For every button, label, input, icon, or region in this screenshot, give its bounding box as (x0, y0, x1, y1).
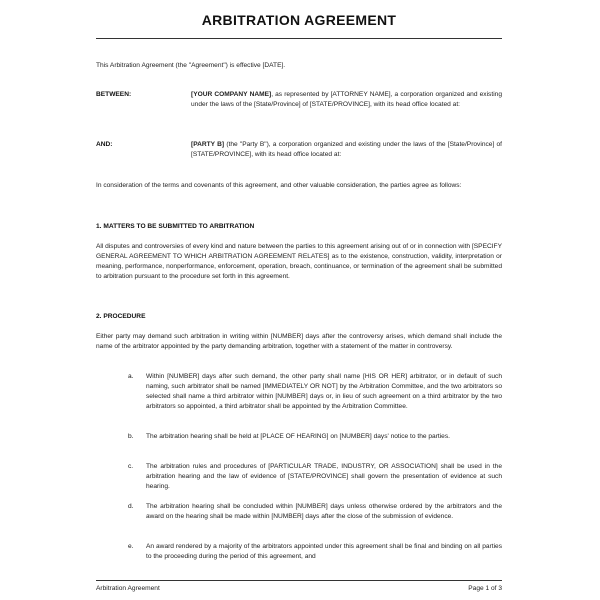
between-paragraph (191, 90, 502, 110)
list-item-marker: b. (128, 433, 134, 440)
list-item-marker: e. (128, 543, 134, 550)
list-item: Within [NUMBER] days after such demand, the other party shall name [HIS OR HER] arbitrator, or in default of such naming, such arbitrator shall be named [IMMEDIATELY OR NOT] by the Arbitration Committee, and the two arbitrators so selected shall name a third arbitrator within [NUMBER] days or, in lieu of such agreement on a third arbitrator by the two arbitrators so appointed, a third arbitrator shall be appointed by the Arbitration Committee. (146, 373, 502, 410)
list-item: The arbitration hearing shall be held at [PLACE OF HEARING] on [NUMBER] days' notice to the parties. (146, 433, 450, 440)
list-item: The arbitration hearing shall be concluded within [NUMBER] days unless otherwise ordered by the arbitrators and the award on the hearing shall be made within [NUMBER] days after the close of the submission of evidence. (146, 503, 502, 520)
list-item-marker: c. (128, 463, 134, 470)
list-item: The arbitration rules and procedures of [PARTICULAR TRADE, INDUSTRY, OR ASSOCIATION] shall be used in the arbitration hearing and the law of evidence of [STATE/PROVINCE] shall govern the presentation of evidence at such hearing. (146, 463, 502, 490)
footer-page-number: Page 1 of 3 (468, 585, 502, 592)
intro-paragraph: This Arbitration Agreement (the "Agreement") is effective [DATE]. (96, 62, 286, 69)
document-title: ARBITRATION AGREEMENT (201, 12, 397, 28)
and-party-name: [PARTY B] (191, 141, 225, 148)
and-party-description: (the "Party B"), a corporation organized and existing under the laws of the [State/Province] of [STATE/PROVINCE], with its head office located at: (191, 141, 502, 158)
footer-document-name: Arbitration Agreement (96, 585, 160, 592)
title-divider (96, 38, 502, 39)
between-party-description: , as represented by [ATTORNEY NAME], a corporation organized and existing under the laws of the [State/Province] of [STATE/PROVINCE], with its head office located at: (191, 91, 502, 108)
consideration-paragraph: In consideration of the terms and covenants of this agreement, and other valuable consideration, the parties agree as follows: (96, 182, 462, 189)
list-item-marker: a. (128, 373, 134, 380)
list-item-marker: d. (128, 503, 134, 510)
section-1-heading: 1. MATTERS TO BE SUBMITTED TO ARBITRATION (96, 223, 255, 230)
and-label: AND: (96, 141, 113, 148)
footer-divider (96, 580, 502, 581)
section-1-paragraph: All disputes and controversies of every kind and nature between the parties to this agreement arising out of or in connection with [SPECIFY GENERAL AGREEMENT TO WHICH ARBITRATION AGREEMENT RELATES] as to the existence, construction, validity, interpretation or meaning, performance, nonperformance, enforcement, operation, breach, continuance, or termination of the agreement shall be submitted to arbitration pursuant to the procedure set forth in this agreement. (96, 243, 502, 280)
between-party-name: [YOUR COMPANY NAME] (191, 91, 272, 98)
section-2-paragraph: Either party may demand such arbitration in writing within [NUMBER] days after the controversy arises, which demand shall include the name of the arbitrator appointed by the party demanding arbitration, together with a statement of the matter in controversy. (96, 333, 502, 350)
list-item: An award rendered by a majority of the arbitrators appointed under this agreement shall be final and binding on all parties to the proceeding during the period of this agreement, and (146, 543, 502, 560)
section-2-heading: 2. PROCEDURE (96, 313, 146, 320)
and-paragraph (191, 140, 502, 160)
between-label: BETWEEN: (96, 91, 132, 98)
